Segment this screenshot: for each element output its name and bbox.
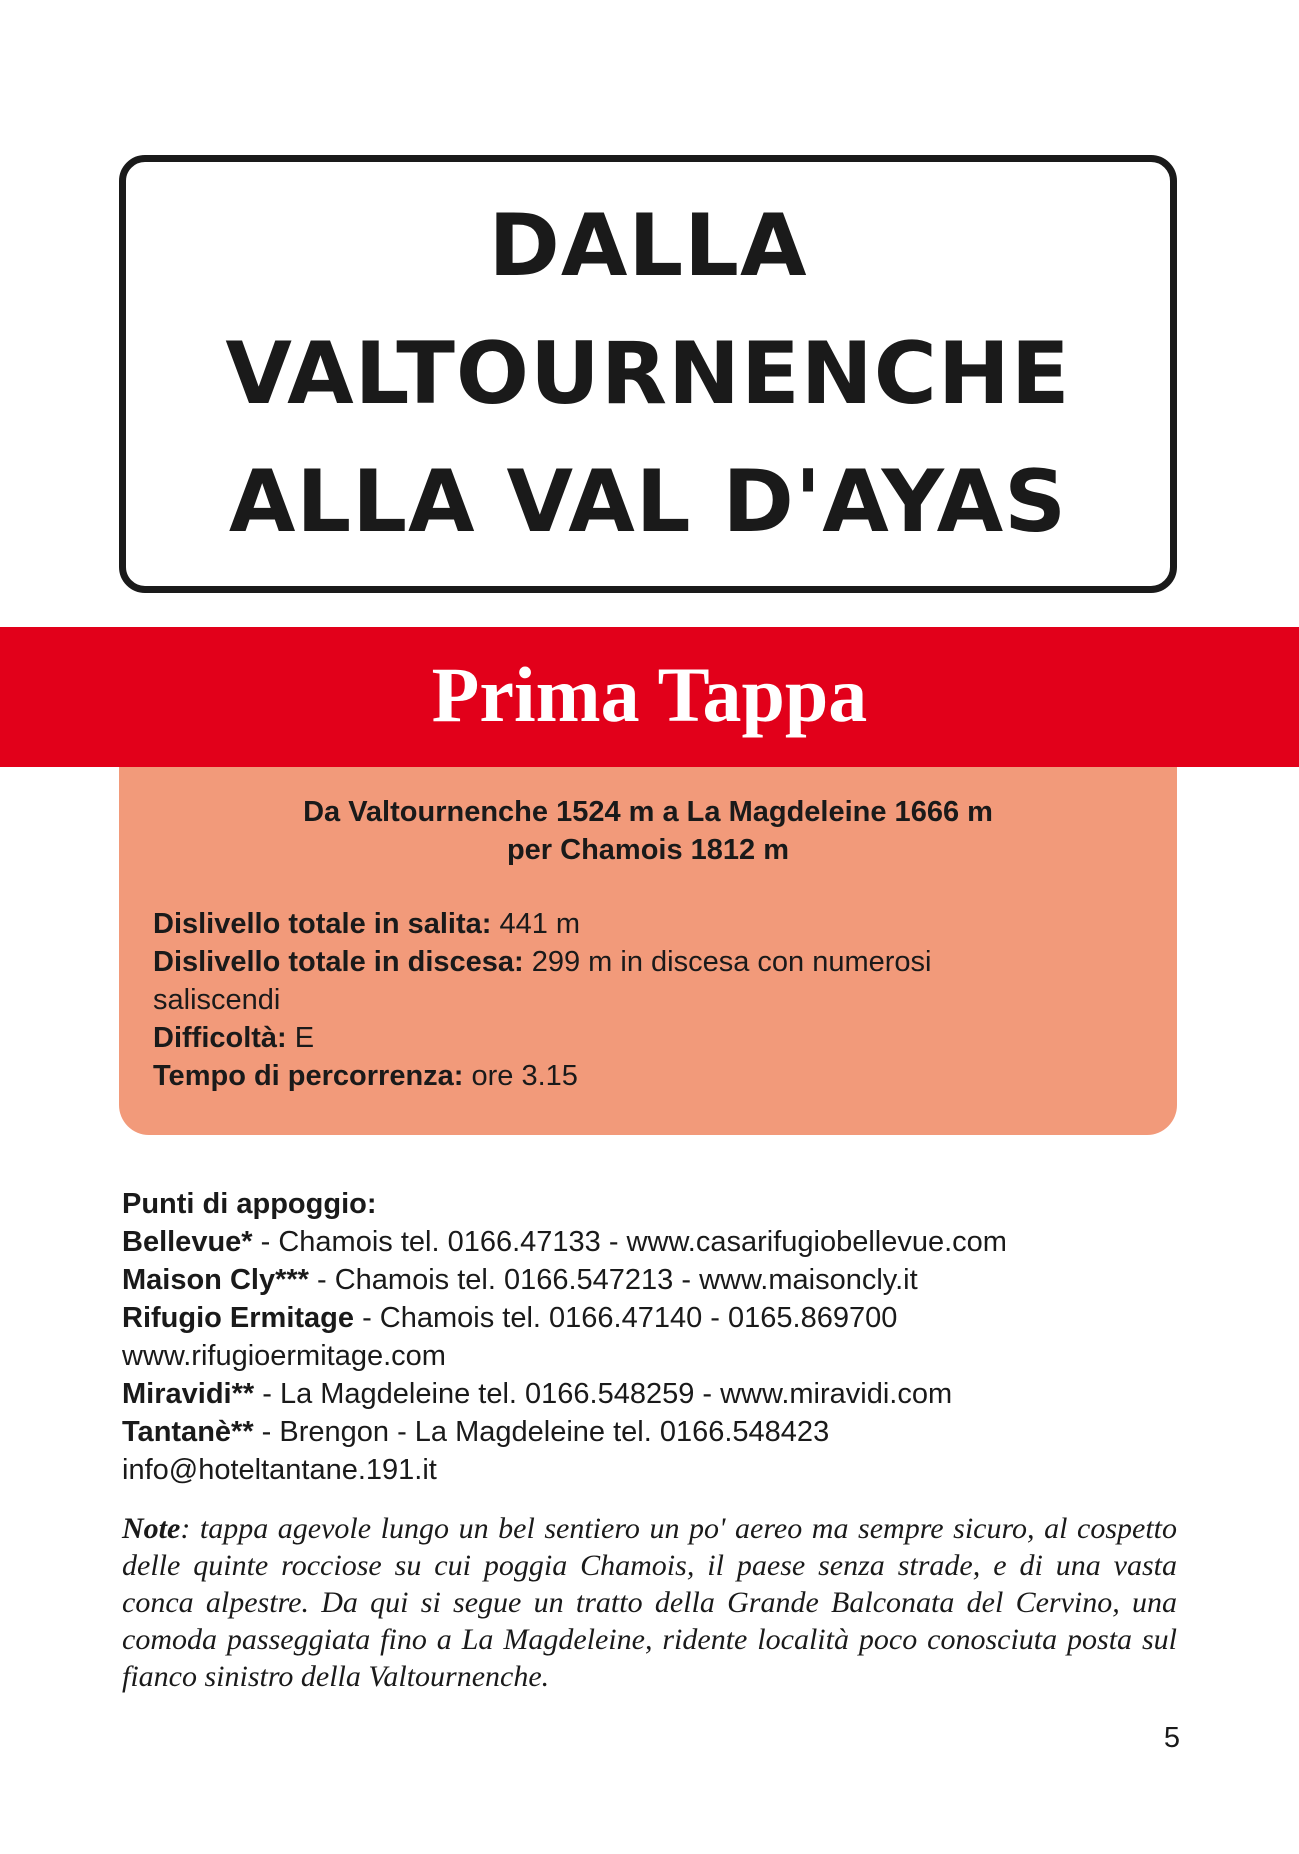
title-line-3: ALLA VAL D'AYAS bbox=[228, 452, 1068, 552]
stat-difficulty-label: Difficoltà: bbox=[153, 1022, 287, 1054]
support-entry-name: Rifugio Ermitage bbox=[122, 1302, 355, 1334]
route-description bbox=[153, 793, 1143, 869]
route-line-2: per Chamois 1812 m bbox=[506, 834, 790, 866]
support-entry-continued: www.rifugioermitage.com bbox=[122, 1340, 446, 1372]
support-entry-text: - La Magdeleine tel. 0166.548259 - www.miravidi.com bbox=[254, 1378, 953, 1410]
stage-band bbox=[0, 627, 1299, 767]
title-line-1: DALLA bbox=[488, 196, 808, 296]
support-points bbox=[122, 1185, 1182, 1489]
route-info-box bbox=[119, 767, 1177, 1135]
stat-time-label: Tempo di percorrenza: bbox=[153, 1060, 464, 1092]
stat-time-value: ore 3.15 bbox=[463, 1060, 578, 1092]
note-paragraph bbox=[122, 1510, 1177, 1695]
stat-ascent-value: 441 m bbox=[491, 908, 581, 940]
support-heading: Punti di appoggio: bbox=[122, 1188, 377, 1220]
route-line-1: Da Valtournenche 1524 m a La Magdeleine 1666 m bbox=[303, 796, 993, 828]
title-box bbox=[119, 155, 1177, 593]
stat-difficulty-value: E bbox=[286, 1022, 315, 1054]
support-entry-text: - Chamois tel. 0166.47140 - 0165.869700 bbox=[354, 1302, 898, 1334]
stat-descent bbox=[153, 943, 1143, 981]
stat-difficulty bbox=[153, 1019, 1143, 1057]
support-entry-continued: info@hoteltantane.191.it bbox=[122, 1454, 437, 1486]
support-entry bbox=[122, 1223, 1182, 1261]
support-entry-text: - Chamois tel. 0166.547213 - www.maisoncly.it bbox=[308, 1264, 918, 1296]
support-entry-name: Miravidi** bbox=[122, 1378, 255, 1410]
note-label: Note bbox=[122, 1512, 181, 1545]
note-text: : tappa agevole lungo un bel sentiero un po' aereo ma sempre sicuro, al cospetto delle quinte rocciose su cui poggia Chamois, il paese senza strade, e di una vasta conca alpestre. Da qui si segue un tratto della Grande Balconata del Cervino, una comoda passeggiata fino a La Magdeleine, ridente località poco conosciuta posta sul fianco sinistro della Valtournenche. bbox=[122, 1512, 1177, 1693]
support-entry bbox=[122, 1261, 1182, 1299]
title-line-2: VALTOURNENCHE bbox=[225, 324, 1071, 424]
support-entry-text: - Chamois tel. 0166.47133 - www.casarifugiobellevue.com bbox=[252, 1226, 1007, 1258]
support-entry-text: - Brengon - La Magdeleine tel. 0166.548423 bbox=[253, 1416, 830, 1448]
route-stats bbox=[153, 905, 1143, 1095]
support-entry-name: Bellevue* bbox=[122, 1226, 253, 1258]
support-entry-name: Maison Cly*** bbox=[122, 1264, 309, 1296]
support-entry-name: Tantanè** bbox=[122, 1416, 254, 1448]
stat-ascent bbox=[153, 905, 1143, 943]
stage-title: Prima Tappa bbox=[431, 651, 868, 738]
stat-time bbox=[153, 1057, 1143, 1095]
stat-descent-value: 299 m in discesa con numerosi bbox=[523, 946, 932, 978]
support-entry bbox=[122, 1375, 1182, 1413]
support-entry bbox=[122, 1299, 1182, 1337]
stat-descent-continued: saliscendi bbox=[153, 984, 281, 1016]
page-number: 5 bbox=[1163, 1722, 1180, 1754]
support-entry bbox=[122, 1413, 1182, 1451]
stat-descent-label: Dislivello totale in discesa: bbox=[153, 946, 524, 978]
stat-ascent-label: Dislivello totale in salita: bbox=[153, 908, 492, 940]
